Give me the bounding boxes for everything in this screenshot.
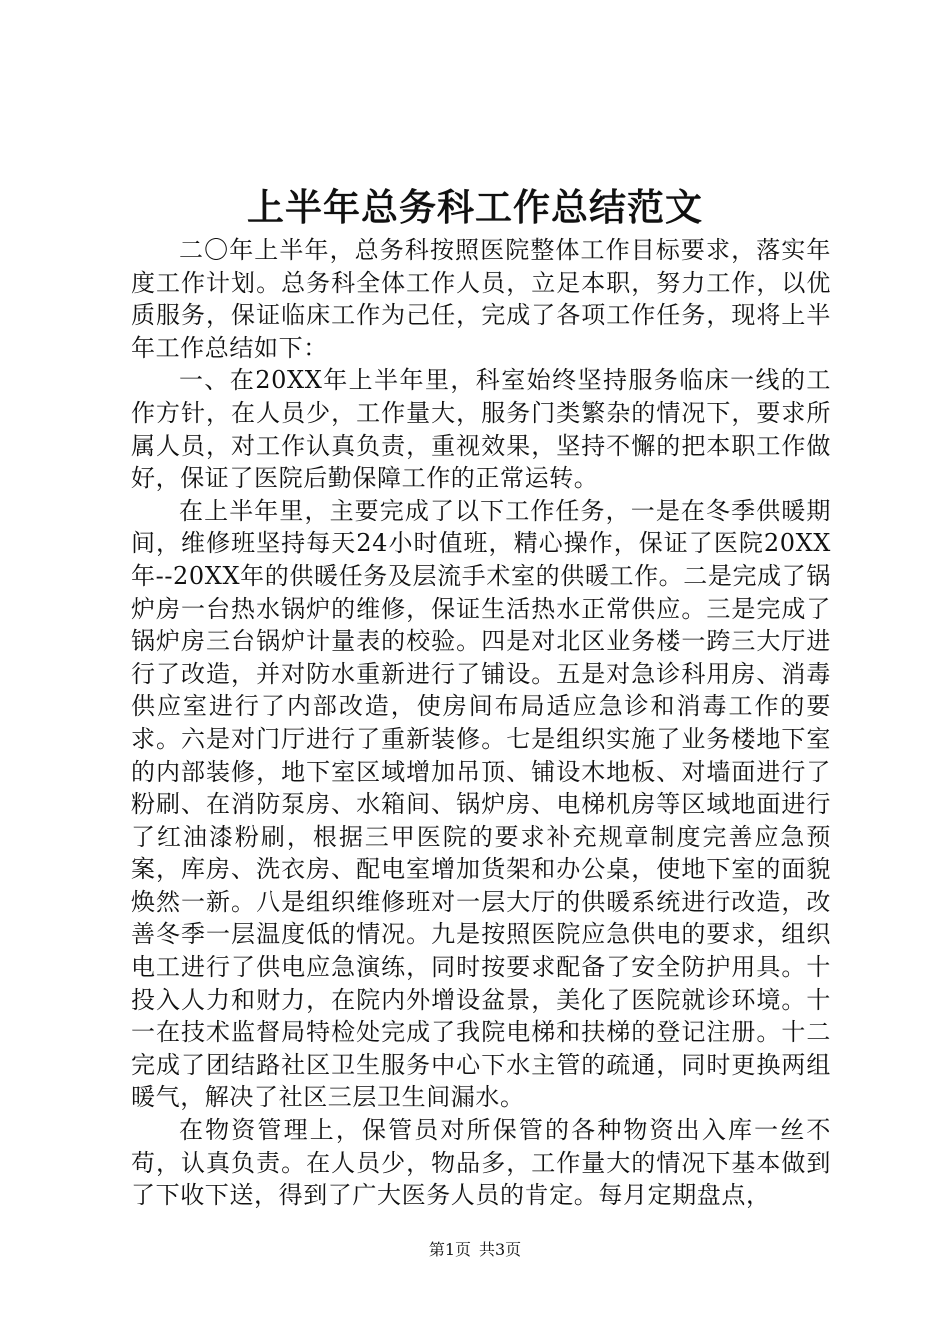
document-body [131, 234, 831, 1212]
page-number: 第1页 [428, 1240, 471, 1259]
document-title: 上半年总务科工作总结范文 [247, 185, 703, 229]
paragraph-intro: 二〇年上半年，总务科按照医院整体工作目标要求，落实年度工作计划。总务科全体工作人员，立足本职，努力工作，以优质服务，保证临床工作为己任，完成了各项工作任务，现将上半年工作总结如下： [131, 236, 831, 362]
paragraph-materials: 在物资管理上，保管员对所保管的各种物资出入库一丝不苟，认真负责。在人员少，物品多，工作量大的情况下基本做到了下收下送，得到了广大医务人员的肯定。每月定期盘点， [131, 1116, 831, 1210]
page-total: 共3页 [479, 1240, 522, 1259]
paragraph-tasks: 在上半年里，主要完成了以下工作任务，一是在冬季供暖期间，维修班坚持每天24小时值班，精心操作，保证了医院20XX年--20XX年的供暖任务及层流手术室的供暖工作。二是完成了锅炉房一台热水锅炉的维修，保证生活热水正常供应。三是完成了锅炉房三台锅炉计量表的校验。四是对北区业务楼一跨三大厅进行了改造，并对防水重新进行了铺设。五是对急诊科用房、消毒供应室进行了内部改造，使房间布局适应急诊和消毒工作的要求。六是对门厅进行了重新装修。七是组织实施了业务楼地下室的内部装修，地下室区域增加吊顶、铺设木地板、对墙面进行了粉刷、在消防泵房、水箱间、锅炉房、电梯机房等区域地面进行了红油漆粉刷，根据三甲医院的要求补充规章制度完善应急预案，库房、洗衣房、配电室增加货架和办公桌，使地下室的面貌焕然一新。八是组织维修班对一层大厅的供暖系统进行改造，改善冬季一层温度低的情况。九是按照医院应急供电的要求，组织电工进行了供电应急演练，同时按要求配备了安全防护用具。十投入人力和财力，在院内外增设盆景，美化了医院就诊环境。十一在技术监督局特检处完成了我院电梯和扶梯的登记注册。十二完成了团结路社区卫生服务中心下水主管的疏通，同时更换两组暖气，解决了社区三层卫生间漏水。 [131, 496, 831, 1112]
paragraph-section-one: 一、在20XX年上半年里，科室始终坚持服务临床一线的工作方针，在人员少，工作量大，服务门类繁杂的情况下，要求所属人员，对工作认真负责，重视效果，坚持不懈的把本职工作做好，保证了医院后勤保障工作的正常运转。 [131, 366, 831, 493]
page-footer [0, 1238, 950, 1262]
